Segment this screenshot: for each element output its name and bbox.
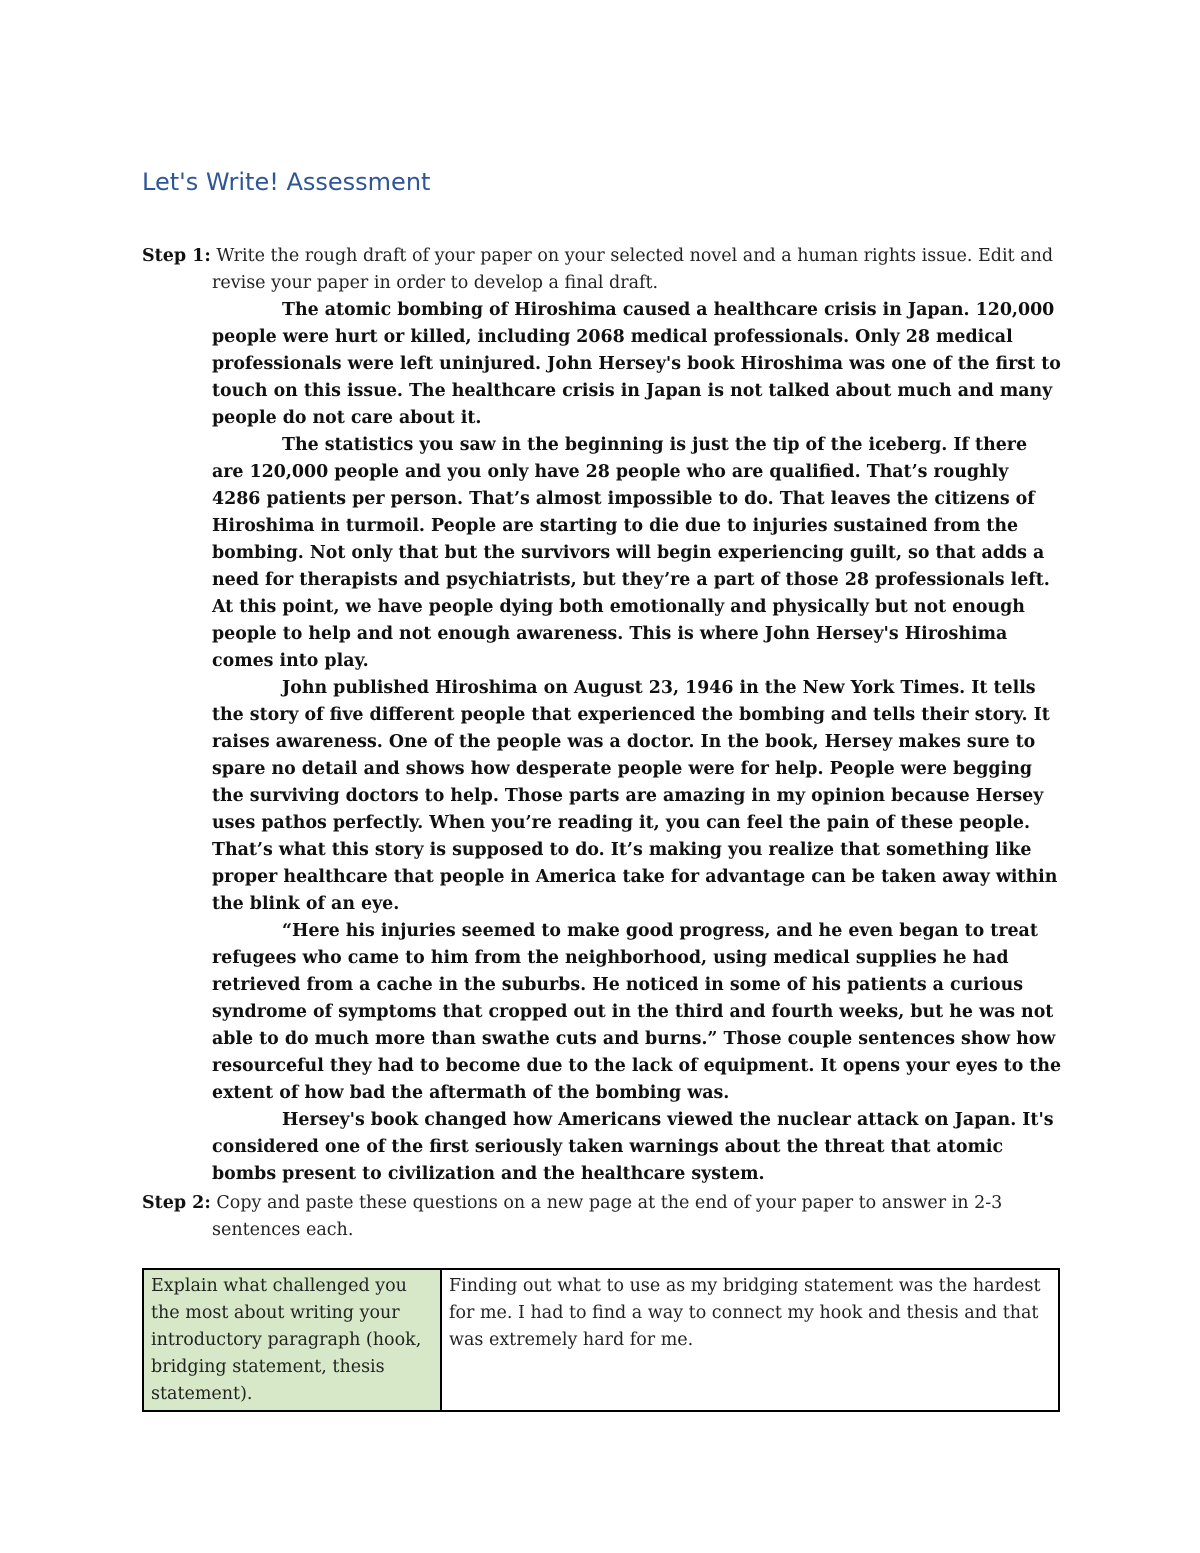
reflection-table — [142, 1268, 1060, 1412]
essay-body — [142, 297, 1062, 1188]
step-1-instruction-line — [142, 243, 1062, 297]
essay-paragraph-2: The statistics you saw in the beginning is just the tip of the iceberg. If there are 120,000 people and you only have 28 people who are qualified. That’s roughly 4286 patients per person. That’s almost impossible to do. That leaves the citizens of Hiroshima in turmoil. People are starting to die due to injuries sustained from the bombing. Not only that but the survivors will begin experiencing guilt, so that adds a need for therapists and psychiatrists, but they’re a part of those 28 professionals left. At this point, we have people dying both emotionally and physically but not enough people to help and not enough awareness. This is where John Hersey's Hiroshima comes into play. — [212, 435, 1050, 671]
question-cell: Explain what challenged you the most about writing your introductory paragraph (hook, bridging statement, thesis statement). — [143, 1269, 441, 1411]
page-title: Let's Write! Assessment — [142, 168, 431, 196]
step-2-section — [142, 1190, 1062, 1244]
step-1-label: Step 1: — [142, 246, 211, 266]
essay-paragraph-4: “Here his injuries seemed to make good progress, and he even began to treat refugees who came to him from the neighborhood, using medical supplies he had retrieved from a cache in the suburbs. He noticed in some of his patients a curious syndrome of symptoms that cropped out in the third and fourth weeks, but he was not able to do much more than swathe cuts and burns.” Those couple sentences show how resourceful they had to become due to the lack of equipment. It opens your eyes to the extent of how bad the aftermath of the bombing was. — [212, 921, 1062, 1103]
essay-paragraph-5: Hersey's book changed how Americans viewed the nuclear attack on Japan. It's considered one of the first seriously taken warnings about the threat that atomic bombs present to civilization and the healthcare system. — [212, 1110, 1054, 1184]
step-2-instruction-line — [142, 1190, 1062, 1244]
essay-paragraph-1: The atomic bombing of Hiroshima caused a healthcare crisis in Japan. 120,000 people were hurt or killed, including 2068 medical professionals. Only 28 medical professionals were left uninjured. John Hersey's book Hiroshima was one of the first to touch on this issue. The healthcare crisis in Japan is not talked about much and many people do not care about it. — [212, 300, 1061, 428]
step-2-instruction: Copy and paste these questions on a new page at the end of your paper to answer in 2-3 sentences each. — [212, 1193, 1003, 1240]
table-row — [143, 1269, 1059, 1411]
step-1-instruction: Write the rough draft of your paper on your selected novel and a human rights issue. Edit and revise your paper in order to develop a final draft. — [212, 246, 1054, 293]
step-1-section — [142, 243, 1062, 1188]
step-2-label: Step 2: — [142, 1193, 211, 1213]
answer-cell: Finding out what to use as my bridging statement was the hardest for me. I had to find a way to connect my hook and thesis and that was extremely hard for me. — [441, 1269, 1059, 1411]
essay-paragraph-3: John published Hiroshima on August 23, 1946 in the New York Times. It tells the story of five different people that experienced the bombing and tells their story. It raises awareness. One of the people was a doctor. In the book, Hersey makes sure to spare no detail and shows how desperate people were for help. People were begging the surviving doctors to help. Those parts are amazing in my opinion because Hersey uses pathos perfectly. When you’re reading it, you can feel the pain of these people. That’s what this story is supposed to do. It’s making you realize that something like proper healthcare that people in America take for advantage can be taken away within the blink of an eye. — [212, 678, 1058, 914]
